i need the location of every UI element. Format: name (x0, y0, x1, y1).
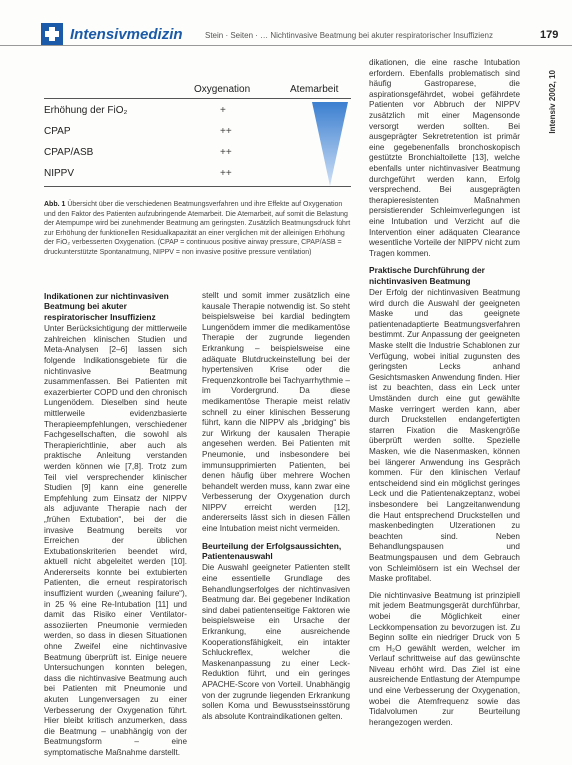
row-label: NIPPV (44, 168, 75, 179)
row-value: ++ (220, 168, 232, 179)
running-head: Stein · Seiten · … Nichtinvasive Beatmung bei akuter respiratorischer Insuffizienz (205, 31, 493, 40)
body-paragraph: stellt und somit immer zusätzlich eine kausale Therapie notwendig ist. So steht beispielsweise bei kardial bedingtem Lungenödem immer die medikamentöse Therapie der zugrunde liegenden Erkrankung – beispielsweise eine adäquate Blutdruckeinstellung bei der hypertensiven Krise oder die Frequenzkontrolle bei Tachyarrhythmie – im Vordergrund. Da diese medikamentöse Therapie meist relativ schnell zu einer klinischen Besserung führt, kann die NIPPV als „bridging“ bis zur Wirkung der kausalen Therapie angesehen werden. Bei Patienten mit Pneumonie, und insbesondere bei immunsupprimierten Patienten, bei denen häufig über mehrere Wochen behandelt werden muss, kann zwar eine Verbesserung der Oxygenation durch NIPPV erreicht werden [12], andererseits lässt sich in diesen Fällen eine Intubation meist nicht vermeiden. (202, 291, 350, 534)
column-atemarbeit: Atemarbeit (290, 84, 339, 95)
figure-top-rule (44, 98, 351, 99)
body-paragraph: Der Erfolg der nichtinvasiven Beatmung wird durch die Auswahl der geeigneten Maske und das geeignete patientenadaptierte Beatmungsverfahren bestimmt. Zur Anpassung der geeigneten Maske stellt die Industrie Schablonen zur Verfügung, wobei initial zugunsten des geringsten Lecks anhand Gesichtsmasken Anwendung finden. Hier ist zu beachten, dass ein Leck unter Umständen durch eine gut gewählte Maske verringert werden kann, aber durch Druckstellen endangefertigten starren Fixation die Maskengröße überprüft werden sollte. Spezielle Masken, wie die Nasenmasken, können bei längerer Anwendung ins Gespräch kommen. Für den klinischen Verlauf entscheidend sind ein möglichst geringes Leck und die Patientenakzeptanz, wobei insbesondere bei Langzeitanwendung die Haut entsprechend Druckstellen und maskenbedingten Ulzerationen zu beachten sind. Neben Behandlungspausen und Beatmungspausen und dem Gebrauch von Schleimlösern ist ein Wechsel der Maske profitabel. (369, 288, 520, 584)
caption-text: Übersicht über die verschiedenen Beatmungsverfahren und ihre Effekte auf Oxygenation und den Faktor des Patienten aufzubringende Atemarbeit. Die Atemarbeit, auf somit die Belastung der Atempumpe wird bei zunehmender Beatmung am geringsten. Zusätzlich Beatmungsdruck führt zur Erhöhung der funktionellen Residualkapazität an einer verglichen mit der alleinigen Erhöhung der FiO₂ verbesserten Oxygenation. (CPAP = continuous positive airway pressure, CPAP/ASB = druckunterstützte Spontanatmung, NIPPV = non invasive positive pressure ventilation) (44, 201, 351, 256)
figure-1 (44, 80, 351, 185)
body-paragraph: Die nichtinvasive Beatmung ist prinzipiell mit jedem Beatmungsgerät durchführbar, wobei die Möglichkeit einer Leckkompensation zu bevorzugen ist. Zu Beginn sollte ein niedriger Druck von 5 cm H₂O gewählt werden, welcher im Verlauf schrittweise auf das gewünschte Niveau erhöht wird. Das Ziel ist eine ausreichende Entlastung der Atempumpe und eine Verbesserung der Oxygenation, wobei die Atemfrequenz sowie das Tidalvolumen zur Beurteilung herangezogen werden. (369, 590, 520, 727)
text-column-3 (369, 58, 520, 734)
row-label: CPAP/ASB (44, 147, 94, 158)
atemarbeit-triangle (312, 102, 348, 186)
figure-row (44, 164, 351, 185)
page-number: 179 (540, 29, 559, 41)
figure-caption (44, 200, 352, 258)
figure-row (44, 143, 351, 164)
body-paragraph: Unter Berücksichtigung der mittlerweile zahlreichen klinischen Studien und Meta-Analysen [2–6] lassen sich folgende Indikationsgebiete für die nichtinvasive Beatmung zusammenfassen. Bei Patienten mit exazerbierter COPD und den chronisch Lungenödem. Dieselben sind heute mittlerweile evidenzbasierte Therapieempfehlungen, verschiedener Fachgesellschaften, die sowohl als Therapierichtlinie, aber auch als praktische Anleitung verstanden werden können wie [7,8]. Trotz zum Teil viel versprechender klinischer Studien [9] kann eine generelle Empfehlung zum Einsatz der NIPPV als adjuvante Therapie nach der „frühen Extubation“, bei der die invasive Beatmung bereits vor Erreichen der üblichen Extubationskriterien beendet wird, aktuell nicht abgeleitet werden [10]. Andererseits konnte bei extubierten Patienten, die erneut respiratorisch insuffizient wurden („weaning failure“), in 25 % eine Re-Intubation [11] und damit das Risiko einer Ventilator-assoziierten Pneumonie vermieden werden, so dass in diesen Situationen ohne Zweifel eine nichtinvasive Beatmung überprüft ist. Einige neuere Untersuchungen konnten belegen, dass die nichtinvasive Beatmung auch bei Patienten mit Pneumonie und akuten Lungenversagen zu einer Verbesserung der Oxygenation führt. Hier bleibt kritisch anzumerken, dass die Beatmung – unabhängig von der Beatmungsform – eine symptomatische Maßnahme darstellt. (44, 324, 187, 757)
section-heading: Praktische Durchführung der nichtinvasiven Beatmung (369, 265, 485, 286)
journal-logo (41, 23, 63, 45)
caption-label: Abb. 1 (44, 201, 66, 208)
row-label: CPAP (44, 126, 71, 137)
section-heading: Indikationen zur nichtinvasiven Beatmung bei akuter respiratorischer Insuffizienz (44, 291, 169, 322)
figure-row (44, 101, 351, 122)
row-value: + (220, 105, 226, 116)
body-paragraph: Die Auswahl geeigneter Patienten stellt eine essentielle Grundlage des Behandlungserfolges der nichtinvasiven Beatmung dar. Bei gegebener Indikation sind dabei patientenseitige Faktoren wie beispielsweise ein Ursache der Erkrankung, eine ausreichende Kooperationsfähigkeit, ein intakter Schluckreflex, welcher die Maskenanpassung zu einer Leck-Reduktion führt, und ein geringes APACHE-Score von Vorteil. Unabhängig von der zugrunde liegenden Erkrankung sollen Koma und Bewusstseinsstörung als absolute Kontraindikationen gelten. (202, 563, 350, 721)
body-paragraph: dikationen, die eine rasche Intubation erfordern. Ebenfalls problematisch sind häufig Gastroparese, die aspirationsgefährdet, wobei gefährdete Patienten vor Abbruch der NIPPV zusätzlich mit einer Magensonde versorgt werden sollten. Bei ausgeprägter Sekretretention ist primär eine gegebenenfalls bronchoskopisch gestützte Bronchialtoilette [13], welche ebenfalls unter nichtinvasiver Beatmung durchgeführt werden kann, Erfolg versprechend. Bei ausgeprägten therapieresistenten Maßnahmen persistierender Schleimverlegungen ist eine Intubation und Verzicht auf die Intervention einer adäquaten Clearance wesentliche Vorteile der NIPPV nicht zum Tragen kommen. (369, 58, 520, 258)
row-label: Erhöhung der FiO₂ (44, 105, 128, 116)
text-column-2 (202, 291, 350, 728)
text-column-1 (44, 291, 187, 765)
journal-title: Intensivmedizin (70, 26, 183, 43)
figure-bottom-rule (44, 186, 351, 187)
row-value: ++ (220, 147, 232, 158)
column-oxygenation: Oxygenation (194, 84, 251, 95)
section-heading: Beurteilung der Erfolgsaussichten, Patientenauswahl (202, 540, 342, 562)
figure-row (44, 122, 351, 143)
figure-header (44, 80, 351, 98)
row-value: ++ (220, 126, 232, 137)
header-rule (0, 45, 572, 46)
side-label: Intensiv 2002, 10 (548, 70, 557, 134)
